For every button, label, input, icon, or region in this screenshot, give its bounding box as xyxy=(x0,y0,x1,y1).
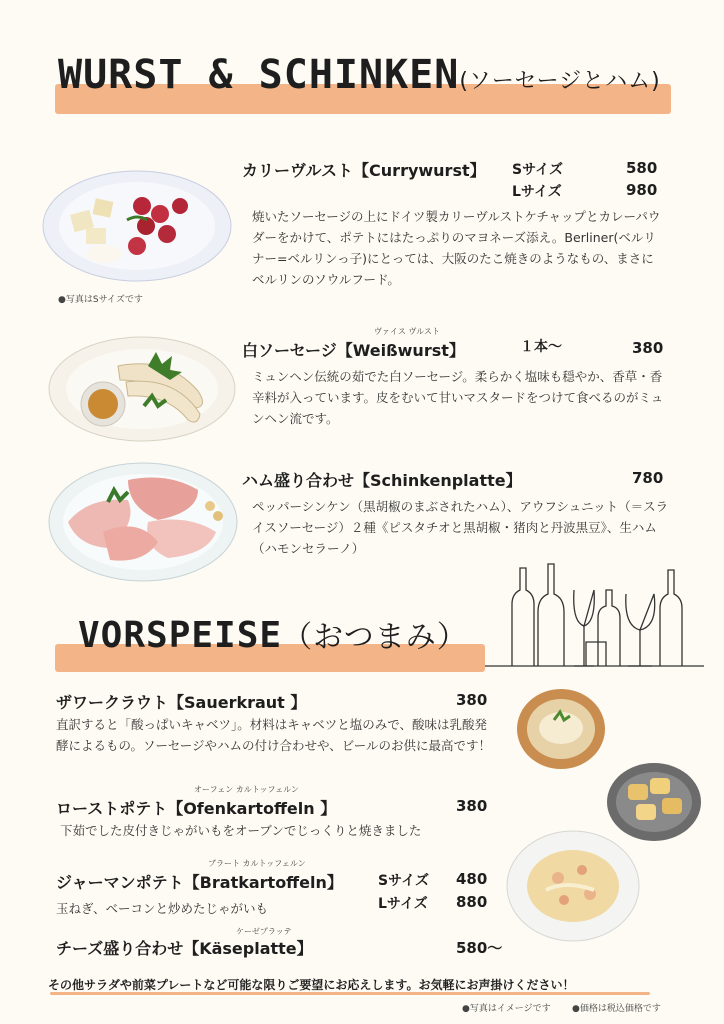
currywurst-photo xyxy=(42,170,232,282)
weisswurst-photo xyxy=(48,336,236,442)
section2-title xyxy=(78,612,468,656)
bratkartoffeln-description: 玉ねぎ、ベーコンと炒めたじゃがいも xyxy=(56,901,269,916)
currywurst-price-l: 980 xyxy=(626,181,658,199)
weisswurst-description: ミュンヘン伝統の茹でた白ソーセージ。柔らかく塩味も穏やか、香草・香辛料が入っています。皮をむいて甘いマスタードをつけて食べるのがミュンヘン流です。 xyxy=(252,369,664,426)
sauerkraut-price: 380 xyxy=(456,691,488,709)
ham-platter-description: ペッパーシンケン（黒胡椒のまぶされたハム）、アウフシュニット（＝スライスソーセージ）２種《ピスタチオと黒胡椒・猪肉と丹波黒豆》、生ハム（ハモンセラーノ） xyxy=(252,499,669,556)
bratkartoffeln-price-s: 480 xyxy=(456,870,488,888)
weisswurst-price: 380 xyxy=(632,339,664,357)
currywurst-description: 焼いたソーセージの上にドイツ製カリーヴルストケチャップとカレーパウダーをかけて、ポテトにはたっぷりのマヨネーズ添え。Berliner(ベルリナー=ベルリンっ子)にとっては、大阪のたこ焼きのようなもの、まさにベルリンのソウルフード。 xyxy=(252,209,661,287)
bratkartoffeln-ruby: ブラート カルトッフェルン xyxy=(208,859,306,868)
footer-note-price: ●価格は税込価格です xyxy=(572,1004,661,1014)
sauerkraut-description: 直訳すると「酸っぱいキャベツ」。材料はキャベツと塩のみで、酸味は乳酸発酵によるもの。ソーセージやハムの付け合わせや、ビールのお供に最高です！ xyxy=(56,717,492,753)
weisswurst-ruby: ヴァイス ヴルスト xyxy=(374,327,440,336)
section1-subtitle: (ソーセージとハム) xyxy=(459,69,661,94)
bratkartoffeln-name: ジャーマンポテト【Bratkartoffeln】 xyxy=(56,873,343,892)
bratkartoffeln-size-l: Lサイズ xyxy=(378,896,428,912)
kaeseplatte-price: 580～ xyxy=(456,939,503,957)
bottles-glasses-illustration xyxy=(478,560,704,670)
section2-title-text: VORSPEISE xyxy=(78,615,283,656)
german-potato-photo xyxy=(506,830,640,942)
section2-subtitle: （おつまみ） xyxy=(282,620,468,655)
sauerkraut-photo xyxy=(516,688,606,770)
currywurst-size-l: Lサイズ xyxy=(512,184,562,200)
currywurst-size-s: Sサイズ xyxy=(512,162,563,178)
footer-note-photo: ●写真はイメージです xyxy=(462,1004,551,1014)
ofenkartoffeln-name: ローストポテト【Ofenkartoffeln 】 xyxy=(56,799,337,818)
section1-title xyxy=(58,52,661,98)
weisswurst-qty: １本～ xyxy=(520,339,562,355)
roast-potato-photo xyxy=(606,762,702,842)
bratkartoffeln-price-l: 880 xyxy=(456,893,488,911)
bratkartoffeln-size-s: Sサイズ xyxy=(378,873,429,889)
ham-platter-price: 780 xyxy=(632,469,664,487)
weisswurst-name: 白ソーセージ【Weißwurst】 xyxy=(242,341,465,360)
ofenkartoffeln-price: 380 xyxy=(456,797,488,815)
ham-platter-name: ハム盛り合わせ【Schinkenplatte】 xyxy=(242,471,522,490)
currywurst-photo-note: ●写真はSサイズです xyxy=(58,295,143,305)
ofenkartoffeln-ruby: オーフェン カルトッフェルン xyxy=(194,785,299,794)
kaeseplatte-name: チーズ盛り合わせ【Käseplatte】 xyxy=(56,939,313,958)
currywurst-price-s: 580 xyxy=(626,159,658,177)
footer-message: その他サラダや前菜プレートなど可能な限りご要望にお応えします。お気軽にお声掛けください！ xyxy=(48,978,575,992)
ham-platter-photo xyxy=(48,462,238,582)
section1-title-text: WURST & SCHINKEN xyxy=(58,52,460,98)
ofenkartoffeln-description: 下茹でした皮付きじゃがいもをオーブンでじっくりと焼きました xyxy=(60,823,422,838)
currywurst-name: カリーヴルスト【Currywurst】 xyxy=(242,161,486,180)
kaeseplatte-ruby: ケーゼプラッテ xyxy=(236,927,292,936)
sauerkraut-name: ザワークラウト【Sauerkraut 】 xyxy=(56,693,307,712)
